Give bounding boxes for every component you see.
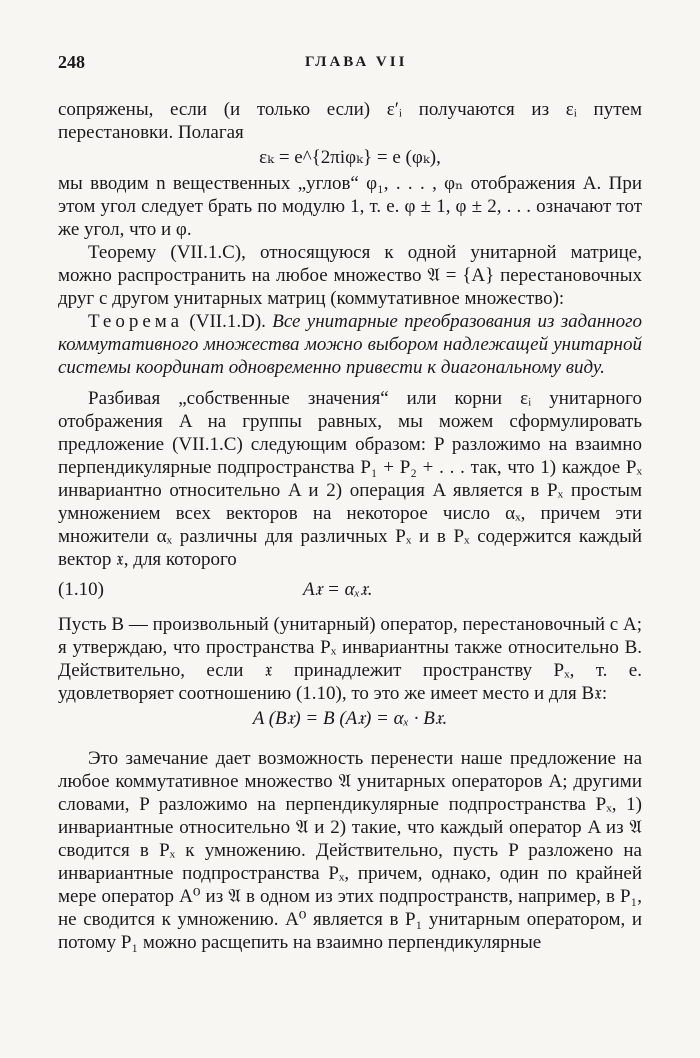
paragraph-5: Разбивая „собственные значения“ или корни εᵢ унитарного отображения A на группы равных, мы можем сформулировать предложение (VII.1.C) следующим образом: P разложимо на взаимно перпендикулярные подпространства P₁ + P₂ + . . . так, что 1) каждое Pₓ инвариантно относительно A и 2) операция A является в Pₓ простым умножением всех векторов на некоторое число αₓ, причем эти множители αₓ различны для различных Pₓ и в Pₓ содержится каждый вектор 𝔵, для которого: [58, 388, 642, 570]
paragraph-7: Это замечание дает возможность перенести наше предложение на любое коммутативное множество 𝔄 унитарных операторов A; другими словами, P разложимо на перпендикулярные подпространства Pₓ, 1) инвариантные относительно 𝔄 и 2) такие, что каждый оператор A из 𝔄 сводится в Pₓ к умножению. Действительно, пусть P разложено на инвариантные подпространства Pₓ, причем, однако, один по крайней мере оператор A⁰ из 𝔄 в одном из этих подпространств, например, в P₁, не сводится к умножению. A⁰ является в P₁ унитарным оператором, и потому P₁ можно расщепить на взаимно перпендикулярные: [58, 748, 642, 953]
equation-number: (1.10): [58, 579, 104, 600]
theorem-label: Теорема: [88, 311, 184, 332]
paragraph-1: сопряжены, если (и только если) ε′ᵢ получаются из εᵢ путем перестановки. Полагая: [58, 99, 642, 143]
paragraph-6: Пусть B — произвольный (унитарный) оператор, перестановочный с A; я утверждаю, что пространства Pₓ инвариантны также относительно B. Действительно, если 𝔵 принадлежит пространству Pₓ, т. е. удовлетворяет соотношению (1.10), то это же имеет место и для B𝔵:: [58, 614, 642, 704]
equation-1-10: [58, 575, 642, 605]
paragraph-3: Теорему (VII.1.C), относящуюся к одной унитарной матрице, можно распространить на любое множество 𝔄 = {A} перестановочных друг с другом унитарных матриц (коммутативное множество):: [58, 242, 642, 309]
page-number: 248: [58, 52, 85, 72]
equation-body: A𝔵 = αₓ𝔵.: [303, 579, 373, 600]
page-body: [58, 98, 642, 954]
paragraph-2: мы вводим n вещественных „углов“ φ₁, . . . , φₙ отображения A. При этом угол следует брать по модулю 1, т. е. φ ± 1, φ ± 2, . . . означают тот же угол, что и φ.: [58, 173, 642, 240]
theorem-statement: Все унитарные преобразования из заданного коммутативного множества можно выбором надлежащей унитарной системы координат одновременно привести к диагональному виду.: [58, 311, 643, 378]
theorem-reference: (VII.1.D).: [189, 311, 266, 332]
formula-epsilon: εₖ = e^{2πiφₖ} = e (φₖ),: [259, 147, 441, 168]
chapter-title: ГЛАВА VII: [305, 54, 408, 70]
theorem-paragraph: [58, 310, 642, 379]
formula-commutation: A (B𝔵) = B (A𝔵) = αₓ · B𝔵.: [252, 708, 448, 729]
